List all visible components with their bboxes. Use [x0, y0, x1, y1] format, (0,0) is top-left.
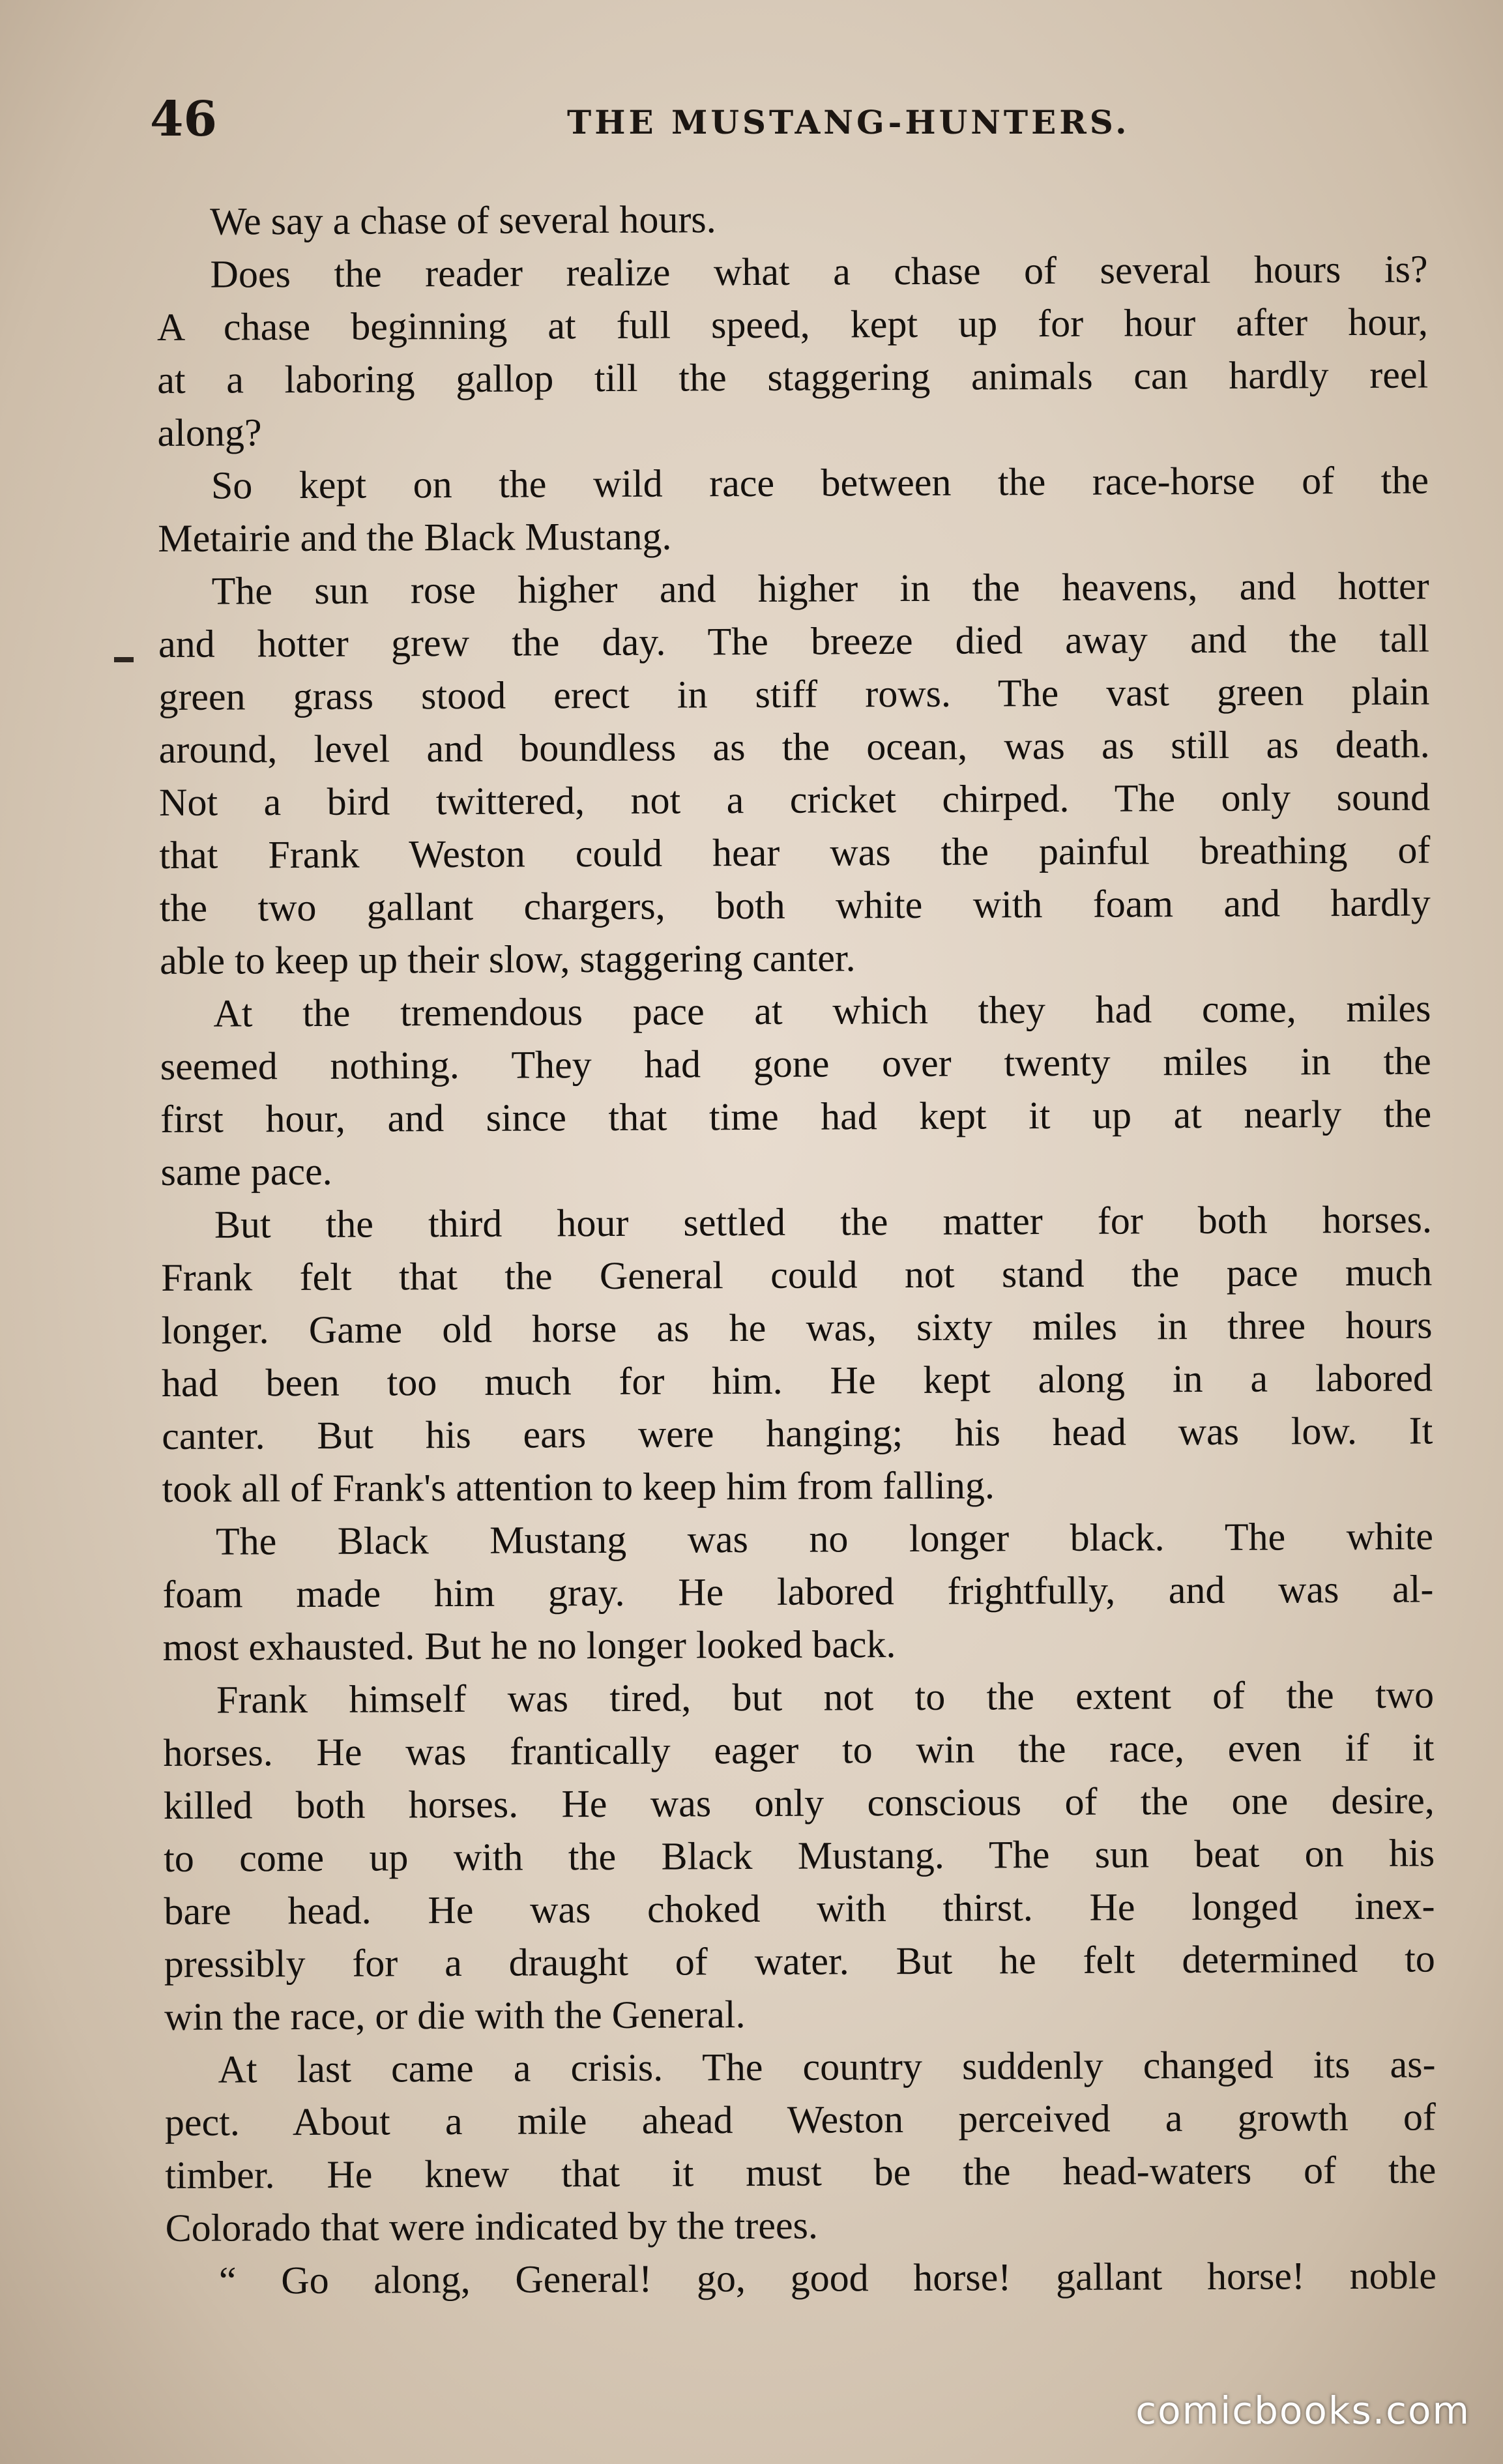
watermark-text: comicbooks.com — [1135, 2388, 1470, 2433]
text-line: Frank felt that the General could not stand the pace much — [161, 1250, 1433, 1299]
text-line: the two gallant chargers, both white with foam and hardly — [159, 881, 1431, 930]
text-line: most exhausted. But he no longer looked back. — [162, 1622, 896, 1669]
text-line: Does the reader realize what a chase of several hours is? — [210, 247, 1428, 296]
running-head: THE MUSTANG-HUNTERS. — [567, 103, 1130, 141]
body-text — [156, 190, 1437, 2307]
page-header — [150, 91, 1427, 156]
text-line: longer. Game old horse as he was, sixty miles in three hours — [161, 1303, 1433, 1352]
text-line: At last came a crisis. The country suddenly changed its as- — [218, 2042, 1436, 2091]
text-line: along? — [157, 411, 262, 454]
text-line: seemed nothing. They had gone over twenty miles in the — [160, 1039, 1431, 1088]
text-line: At the tremendous pace at which they had come, miles — [213, 986, 1431, 1035]
text-line: had been too much for him. He kept along in a labored — [161, 1356, 1433, 1405]
text-line: Colorado that were indicated by the trees. — [165, 2203, 819, 2250]
text-line: pect. About a mile ahead Weston perceived a growth of — [164, 2095, 1437, 2144]
page-number: 46 — [150, 91, 217, 147]
text-line: So kept on the wild race between the race-horse of the — [211, 458, 1429, 507]
text-line: Metairie and the Black Mustang. — [158, 514, 672, 560]
text-line: Frank himself was tired, but not to the extent of the two — [216, 1673, 1435, 1722]
text-line: The Black Mustang was no longer black. The white — [215, 1514, 1434, 1563]
text-line: able to keep up their slow, staggering canter. — [159, 936, 856, 982]
text-line: at a laboring gallop till the staggering animals can hardly reel — [157, 353, 1429, 402]
text-line: same pace. — [160, 1149, 332, 1194]
text-line: We say a chase of several hours. — [210, 198, 716, 243]
text-line: timber. He knew that it must be the head-waters of the — [165, 2148, 1437, 2197]
text-line: that Frank Weston could hear was the painful breathing of — [159, 828, 1431, 877]
text-line: around, level and boundless as the ocean, was as still as death. — [158, 722, 1430, 771]
text-line: The sun rose higher and higher in the heavens, and hotter — [211, 564, 1429, 613]
text-line: But the third hour settled the matter for both horses. — [214, 1197, 1433, 1246]
text-line: horses. He was frantically eager to win the race, even if it — [163, 1725, 1435, 1774]
text-line: killed both horses. He was only conscious of the one desire, — [163, 1778, 1435, 1827]
text-line: took all of Frank's attention to keep him from falling. — [162, 1463, 995, 1510]
text-line: win the race, or die with the General. — [164, 1993, 746, 2038]
text-line: Not a bird twittered, not a cricket chirped. The only sound — [158, 775, 1431, 824]
text-line: canter. But his ears were hanging; his head was low. It — [162, 1409, 1433, 1458]
text-line: green grass stood erect in stiff rows. The vast green plain — [158, 669, 1430, 718]
text-line: A chase beginning at full speed, kept up for hour after hour, — [156, 300, 1429, 349]
text-line: first hour, and since that time had kept it up at nearly the — [160, 1092, 1432, 1141]
text-line: “ Go along, General! go, good horse! gallant horse! noble — [218, 2253, 1437, 2302]
bleed-through-text — [587, 26, 1043, 65]
text-line: foam made him gray. He labored frightfully, and was al- — [162, 1567, 1434, 1616]
text-line: pressibly for a draught of water. But he felt determined to — [164, 1937, 1435, 1986]
text-line: bare head. He was choked with thirst. He longed inex- — [164, 1884, 1435, 1933]
text-line: to come up with the Black Mustang. The sun beat on his — [163, 1831, 1435, 1880]
text-line: and hotter grew the day. The breeze died away and the tall — [158, 617, 1430, 666]
margin-mark — [114, 657, 134, 662]
